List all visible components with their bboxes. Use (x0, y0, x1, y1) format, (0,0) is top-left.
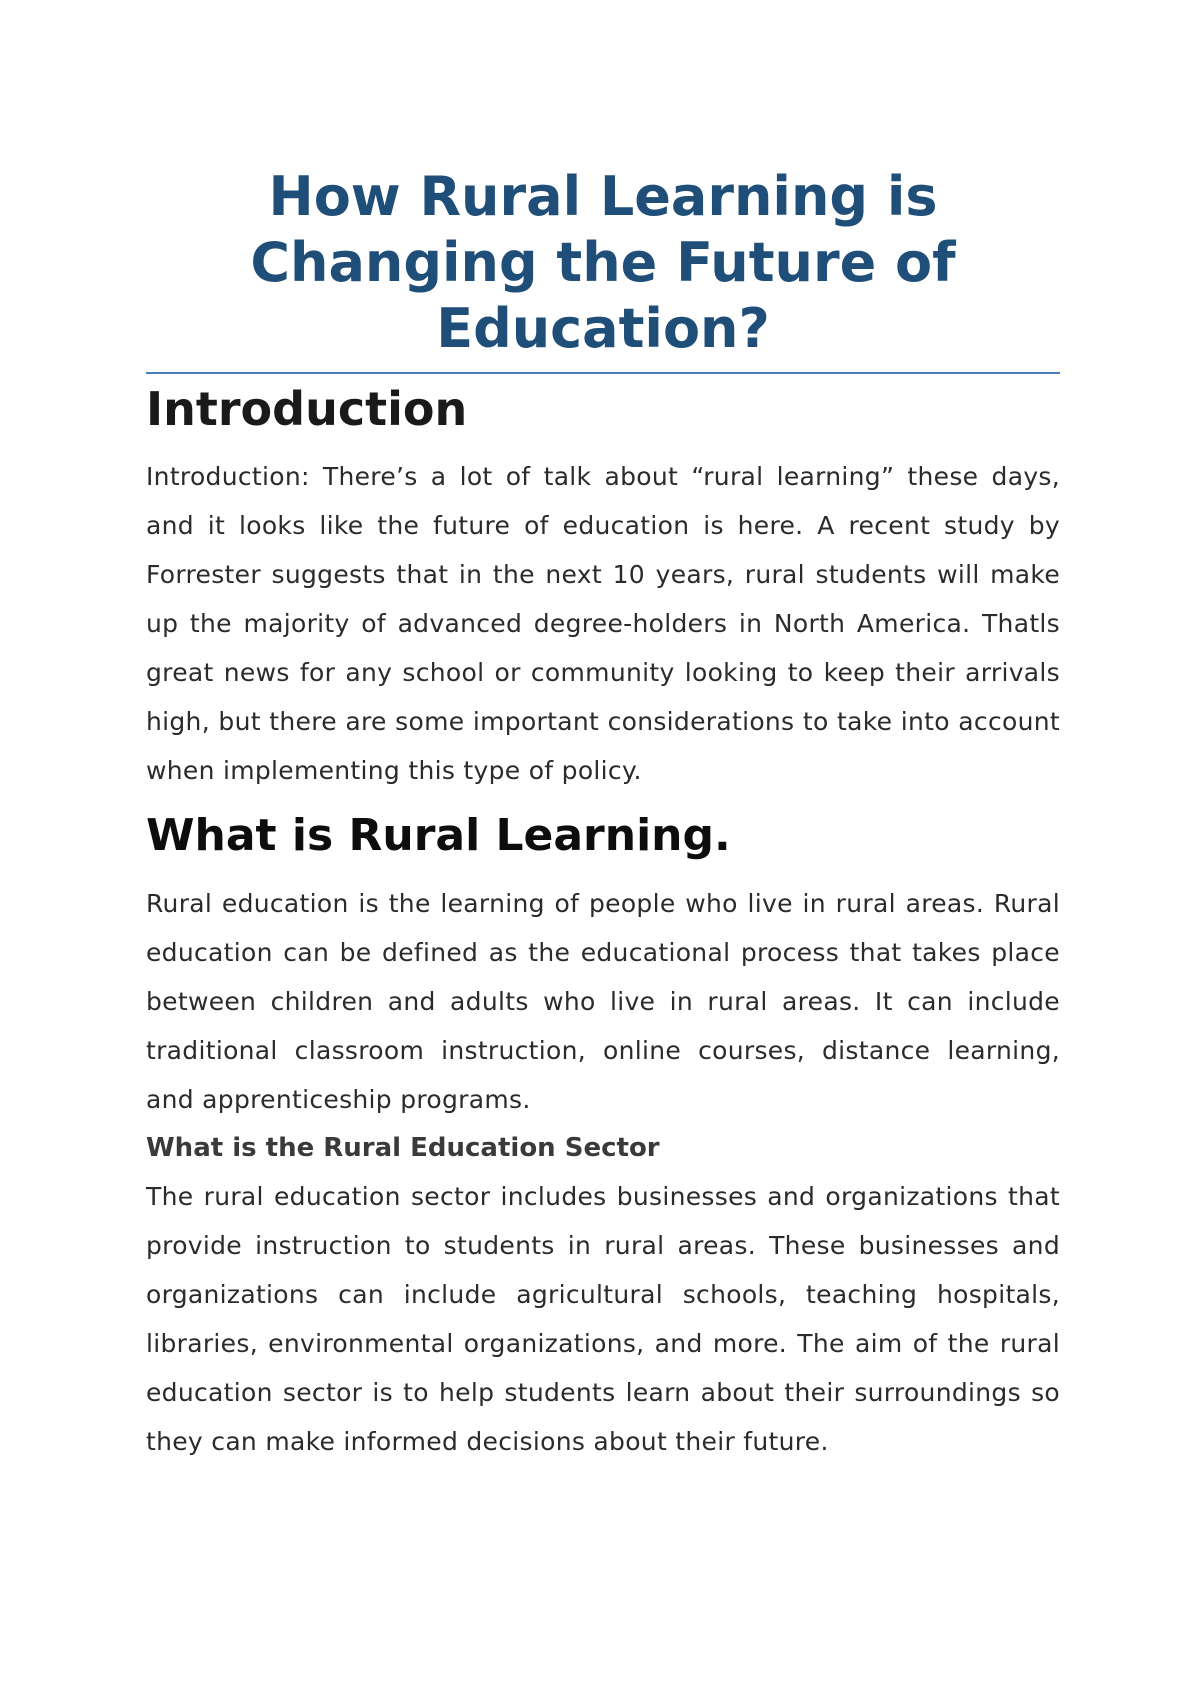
paragraph-rural-education-sector: The rural education sector includes businesses and organizations that provide instruction to students in rural areas. These businesses and organizations can include agricultural schools, teaching hospitals, libraries, environmental organizations, and more. The aim of the rural education sector is to help students learn about their surroundings so they can make informed decisions about their future. (146, 1182, 1060, 1456)
document-title: How Rural Learning is Changing the Future of Education? (146, 164, 1060, 374)
paragraph-introduction: Introduction: There’s a lot of talk about “rural learning” these days, and it looks like the future of education is here. A recent study by Forrester suggests that in the next 10 years, rural students will make up the majority of advanced degree-holders in North America. Thatls great news for any school or community looking to keep their arrivals high, but there are some important considerations to take into account when implementing this type of policy. (146, 462, 1060, 785)
paragraph-what-is-rural-learning: Rural education is the learning of people who live in rural areas. Rural education can be defined as the educational process that takes place between children and adults who live in rural areas. It can include traditional classroom instruction, online courses, distance learning, and apprenticeship programs. (146, 889, 1060, 1114)
section-heading-introduction: Introduction (146, 382, 468, 436)
section-heading-what-is-rural-learning: What is Rural Learning. (146, 810, 731, 861)
subheading-rural-education-sector: What is the Rural Education Sector (146, 1133, 660, 1163)
document-page (146, 164, 1060, 1466)
